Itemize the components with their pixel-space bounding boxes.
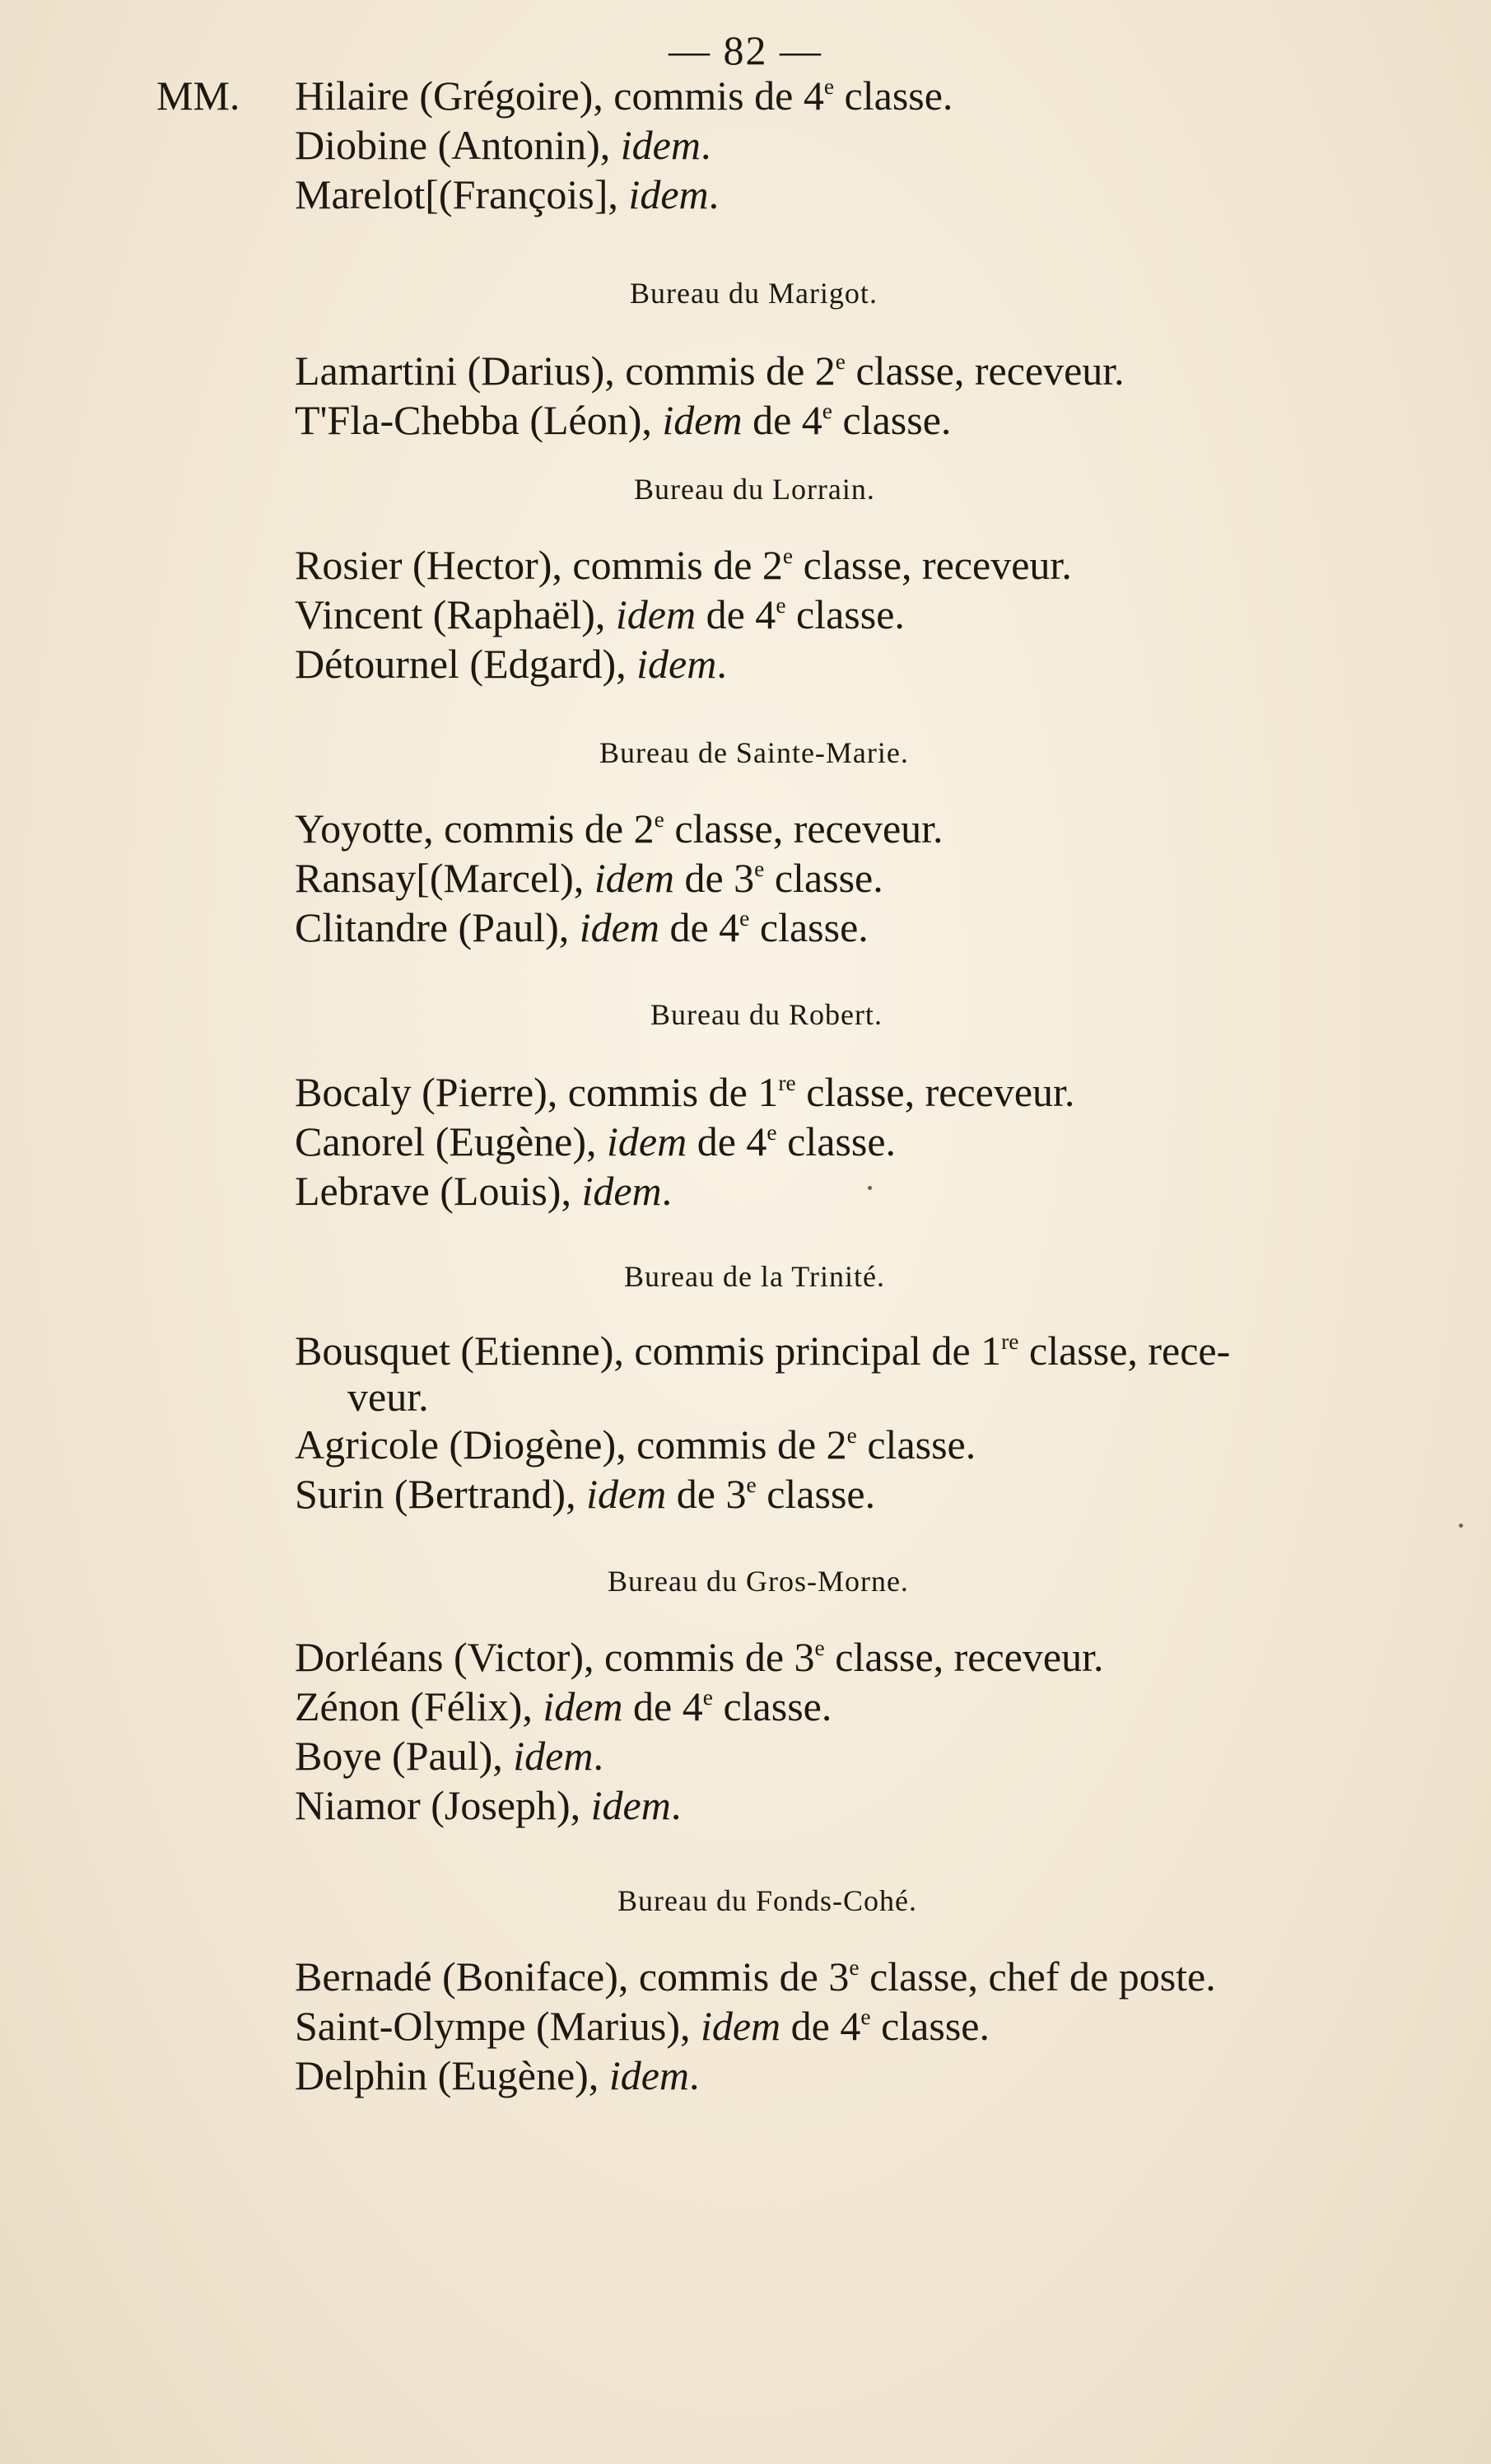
staff-entry <box>295 1069 1074 1115</box>
entry-text: classe. <box>776 1118 897 1164</box>
entry-text: Yoyotte, commis de 2 <box>295 805 655 852</box>
entry-text: de 4 <box>622 1683 703 1729</box>
entry-text: Zénon (Félix), <box>295 1683 543 1729</box>
idem-marker: idem <box>700 2003 781 2049</box>
entry-text: classe. <box>712 1683 832 1729</box>
entry-text: classe. <box>834 72 953 119</box>
bureau-heading: Bureau du Robert. <box>650 998 883 1031</box>
ordinal-suffix: e <box>814 1634 825 1660</box>
entry-text: Bernadé (Boniface), commis de 3 <box>295 1953 850 2000</box>
entry-text: classe, chef de poste. <box>859 1953 1216 2000</box>
entry-text: classe. <box>764 855 883 901</box>
staff-entry <box>295 171 719 217</box>
entry-text: . <box>716 641 727 687</box>
staff-entry <box>295 904 869 950</box>
staff-entry <box>295 1421 976 1468</box>
entry-text: . <box>689 2052 700 2098</box>
entry-text: classe. <box>832 397 952 443</box>
entry-text: Bocaly (Pierre), commis de 1 <box>295 1069 779 1115</box>
entry-text: classe. <box>756 1471 876 1517</box>
bureau-heading: Bureau du Gros-Morne. <box>608 1565 909 1598</box>
entry-text: Bousquet (Etienne), commis principal de 1 <box>295 1328 1002 1374</box>
idem-marker: idem <box>608 2052 690 2098</box>
ordinal-suffix: e <box>782 542 794 568</box>
staff-entry <box>295 591 905 637</box>
staff-entry <box>295 1782 681 1828</box>
entry-text: Dorléans (Victor), commis de 3 <box>295 1634 815 1680</box>
entry-text: de 3 <box>666 1471 747 1517</box>
page-number: — 82 — <box>669 27 822 73</box>
bureau-heading: Bureau de la Trinité. <box>624 1260 885 1293</box>
staff-entry <box>295 1733 603 1779</box>
bureau-heading: Bureau du Lorrain. <box>634 473 875 506</box>
entry-text: classe, receveur. <box>793 542 1072 588</box>
entry-text: Diobine (Antonin), <box>295 122 621 168</box>
ordinal-suffix: e <box>702 1683 713 1710</box>
entry-text: Lamartini (Darius), commis de 2 <box>295 348 836 394</box>
entry-text: classe, receveur. <box>824 1634 1104 1680</box>
staff-entry <box>295 805 944 852</box>
entry-text: de 4 <box>696 591 776 637</box>
entry-text: classe. <box>856 1421 976 1468</box>
idem-marker: idem <box>581 1168 662 1214</box>
ordinal-suffix: e <box>776 591 786 618</box>
entry-text: Saint-Olympe (Marius), <box>295 2003 701 2049</box>
entry-text: Niamor (Joseph), <box>295 1782 591 1828</box>
entry-text: Delphin (Eugène), <box>295 2052 609 2098</box>
entry-text: Lebrave (Louis), <box>295 1168 582 1214</box>
entry-text: Hilaire (Grégoire), commis de 4 <box>295 72 824 119</box>
entry-text: . <box>708 171 720 217</box>
idem-marker: idem <box>636 641 717 687</box>
idem-marker: idem <box>662 397 743 443</box>
ordinal-suffix: e <box>822 397 832 423</box>
staff-entry <box>295 1683 832 1729</box>
ordinal-suffix: e <box>835 348 846 374</box>
bureau-heading: Bureau du Fonds-Cohé. <box>617 1884 917 1917</box>
entry-text: Boye (Paul), <box>295 1733 514 1779</box>
ordinal-suffix: e <box>754 855 765 881</box>
staff-entry <box>295 1471 875 1517</box>
ordinal-suffix: re <box>778 1069 796 1095</box>
staff-entry <box>295 2052 700 2098</box>
entry-text: T'Fla-Chebba (Léon), <box>295 397 663 443</box>
staff-entry <box>295 348 1125 394</box>
entry-text: Vincent (Raphaël), <box>295 591 616 637</box>
idem-marker: idem <box>543 1683 623 1729</box>
entry-text: classe, rece- <box>1018 1328 1231 1374</box>
entry-text: Canorel (Eugène), <box>295 1118 608 1164</box>
idem-marker: idem <box>590 1782 671 1828</box>
staff-entry <box>295 542 1072 588</box>
ordinal-suffix: re <box>1001 1328 1019 1354</box>
entry-text: Rosier (Hector), commis de 2 <box>295 542 783 588</box>
ordinal-suffix: e <box>823 72 835 99</box>
staff-entry <box>295 1953 1216 2000</box>
staff-entry <box>295 1634 1103 1680</box>
entry-text: de 4 <box>687 1118 767 1164</box>
idem-marker: idem <box>620 122 701 168</box>
entry-text: . <box>700 122 711 168</box>
idem-marker: idem <box>579 904 659 950</box>
ordinal-suffix: e <box>739 904 750 931</box>
idem-marker: idem <box>513 1733 594 1779</box>
idem-marker: idem <box>594 855 674 901</box>
ordinal-suffix: e <box>846 1421 857 1448</box>
entry-text: de 4 <box>742 397 822 443</box>
entry-text: classe, receveur. <box>664 805 944 852</box>
entry-text: classe. <box>749 904 869 950</box>
staff-entry <box>295 2003 990 2049</box>
entry-text: Ransay[(Marcel), <box>295 855 594 901</box>
ordinal-suffix: e <box>654 805 664 832</box>
entry-text: classe, receveur. <box>845 348 1125 394</box>
staff-entry <box>295 1118 896 1164</box>
ordinal-suffix: e <box>849 1953 860 1980</box>
staff-entry <box>295 122 711 168</box>
bureau-heading: Bureau du Marigot. <box>630 277 878 310</box>
staff-entry <box>295 1328 1230 1374</box>
entry-text: . <box>670 1782 682 1828</box>
idem-marker: idem <box>586 1471 667 1517</box>
entry-text: de 4 <box>780 2003 861 2049</box>
staff-entry <box>295 1168 672 1214</box>
entry-text: . <box>661 1168 673 1214</box>
entry-text: Détournel (Edgard), <box>295 641 637 687</box>
entry-text: Marelot[(François], <box>295 171 629 217</box>
idem-marker: idem <box>615 591 697 637</box>
ordinal-suffix: e <box>746 1471 757 1497</box>
entry-text: classe. <box>870 2003 990 2049</box>
entry-text: veur. <box>347 1374 429 1420</box>
staff-entry <box>295 855 883 901</box>
staff-entry <box>347 1374 429 1420</box>
entry-text: . <box>593 1733 603 1779</box>
ink-speck <box>1459 1524 1463 1528</box>
ordinal-suffix: e <box>860 2003 871 2029</box>
entry-text: classe, receveur. <box>795 1069 1075 1115</box>
entry-text: de 4 <box>659 904 740 950</box>
ink-speck <box>868 1186 872 1190</box>
entry-text: Clitandre (Paul), <box>295 904 580 950</box>
idem-marker: idem <box>607 1118 687 1164</box>
entry-text: de 3 <box>673 855 755 901</box>
idem-marker: idem <box>628 171 709 217</box>
staff-entry <box>295 641 727 687</box>
staff-entry <box>295 397 951 443</box>
ordinal-suffix: e <box>766 1118 777 1145</box>
entry-text: Surin (Bertrand), <box>295 1471 587 1517</box>
entry-text: classe. <box>785 591 905 637</box>
bureau-heading: Bureau de Sainte-Marie. <box>599 736 909 769</box>
staff-entry <box>295 72 953 119</box>
entry-text: Agricole (Diogène), commis de 2 <box>295 1421 847 1468</box>
mm-prefix: MM. <box>156 72 240 119</box>
